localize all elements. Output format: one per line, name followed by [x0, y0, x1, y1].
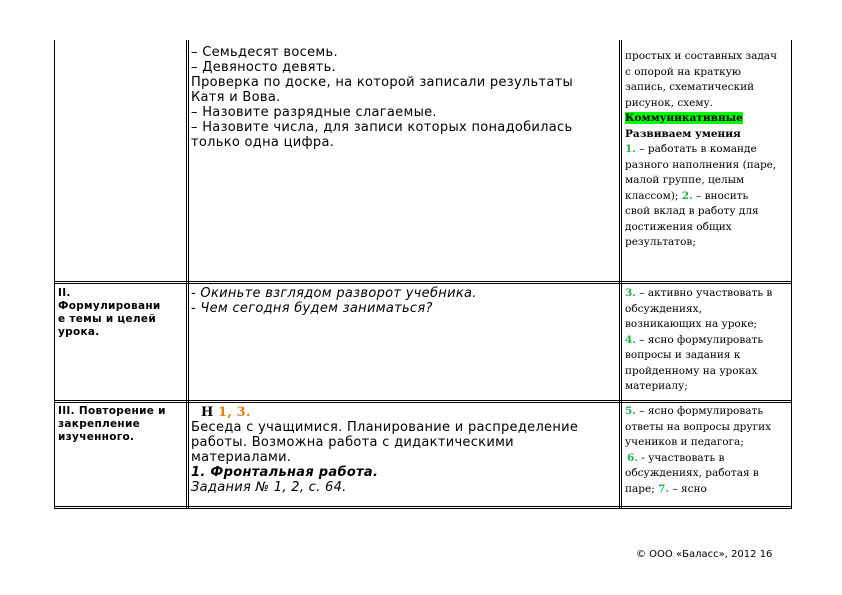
row1-line: – Назовите числа, для записи которых понадобилась [191, 120, 573, 135]
item-number: 6. [627, 451, 638, 464]
row1-activity-text [191, 45, 616, 150]
row3-line: материалами. [191, 450, 292, 465]
row3-skills-text [625, 404, 787, 497]
row2-line: - Окиньте взглядом разворот учебника. [191, 286, 477, 301]
task-reference: Задания № 1, 2, с. 64. [191, 480, 347, 495]
skills-line: паре; [625, 482, 659, 495]
row1-line: Проверка по доске, на которой записали результаты [191, 75, 574, 90]
skills-subheading: Развиваем умения [625, 127, 741, 140]
skills-line: достижения общих [625, 220, 732, 233]
stage-line: е темы и целей [58, 313, 157, 325]
item-number: 4. [625, 333, 636, 346]
stage-line: урока. [58, 326, 100, 338]
row2-line: - Чем сегодня будем заниматься? [191, 301, 433, 316]
marker-letter: Н [201, 405, 214, 420]
skills-line: результатов; [625, 236, 696, 248]
row1-line: Катя и Вова. [191, 90, 281, 105]
row3-line: Беседа с учащимися. Планирование и распределение [191, 420, 579, 435]
skills-line: – работать в команде [635, 143, 757, 155]
skills-line: - участвовать в [637, 451, 725, 464]
page-footer: © ООО «Баласс», 2012 16 [636, 549, 773, 560]
item-number: 3. [625, 287, 636, 299]
skills-line: свой вклад в работу для [625, 205, 759, 217]
skills-line: малой группе, целым [625, 174, 745, 186]
row2-activity-text [191, 286, 616, 316]
skills-line: обсуждениях, [625, 302, 702, 315]
skills-line: вопросы и задания к [625, 349, 741, 361]
skills-line: ответы на вопросы других [625, 420, 771, 433]
skills-line: учеников и педагога; [625, 436, 744, 448]
task-title: 1. Фронтальная работа. [191, 465, 379, 480]
skills-line: – ясно формулировать [635, 405, 764, 417]
stage-line: III. Повторение и [58, 405, 166, 417]
skills-line: рисунок, схему. [625, 96, 714, 109]
row3-stage-label [58, 405, 186, 444]
row2-skills-text [625, 286, 787, 395]
skills-line: пройденному на уроках [625, 364, 758, 377]
skills-line: материалу; [625, 380, 688, 392]
row1-skills-text [625, 49, 787, 251]
skills-line: – вносить [692, 189, 749, 202]
skills-line: запись, схематический [625, 81, 755, 93]
item-number: 5. [625, 405, 636, 417]
marker-line [191, 405, 616, 420]
skills-line: обсуждениях, работая в [625, 467, 759, 479]
marker-number: 1, [218, 405, 233, 420]
skills-line: с опорой на краткую [625, 65, 742, 78]
row3-line: работы. Возможна работа с дидактическими [191, 435, 514, 450]
row1-line: только одна цифра. [191, 135, 335, 150]
skills-line: – ясно [669, 482, 707, 495]
row2-stage-label [58, 287, 186, 339]
row1-line: – Назовите разрядные слагаемые. [191, 105, 437, 120]
skills-line: классом); [625, 189, 682, 202]
row1-line: – Девяносто девять. [191, 60, 337, 75]
skills-line: – активно участвовать в [635, 287, 773, 299]
item-number: 7. [658, 482, 670, 495]
skills-line: разного наполнения (паре, [625, 158, 777, 171]
skills-line: – ясно формулировать [635, 333, 764, 346]
skills-line: простых и составных задач [625, 50, 778, 62]
marker-number: 3. [236, 405, 251, 420]
stage-line: закрепление [58, 418, 141, 430]
skills-line: возникающих на уроке; [625, 318, 758, 330]
item-number: 2. [681, 189, 693, 202]
stage-line: II. [58, 287, 71, 299]
item-number: 1. [625, 143, 636, 155]
row3-activity-text [191, 405, 616, 495]
stage-line: изученного. [58, 431, 135, 443]
communicative-heading: Коммуникативные [625, 112, 743, 124]
stage-line: Формулировани [58, 300, 161, 312]
row1-line: – Семьдесят восемь. [191, 45, 338, 60]
